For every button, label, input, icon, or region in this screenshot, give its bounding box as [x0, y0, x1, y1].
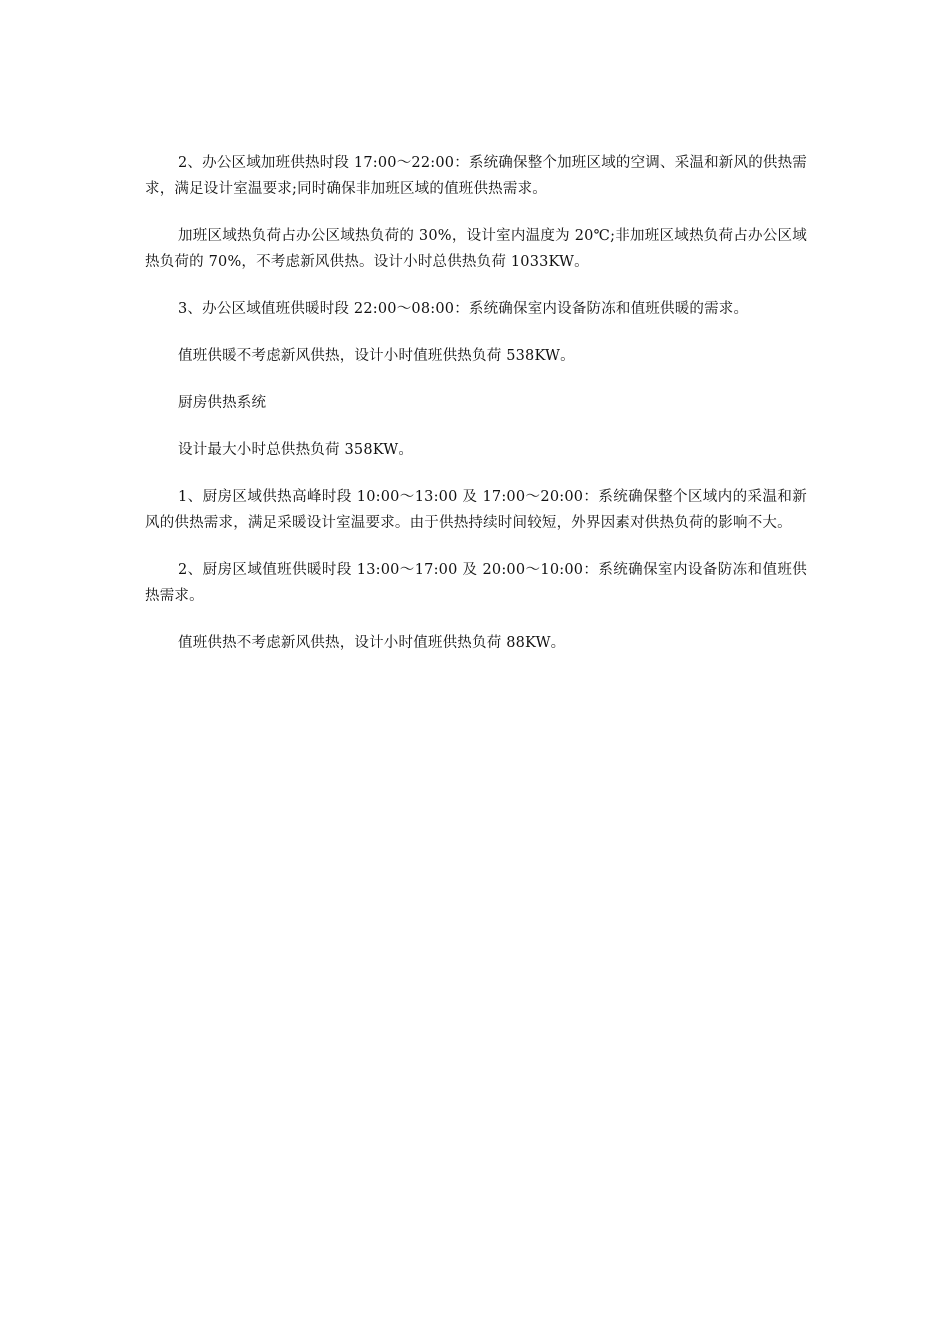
paragraph-office-duty-heating: 3、办公区域值班供暖时段 22:00～08:00：系统确保室内设备防冻和值班供暖的需求。 — [178, 301, 749, 317]
paragraph-kitchen-peak-heating: 1、厨房区域供热高峰时段 10:00～13:00 及 17:00～20:00：系统确保整个区域内的采温和新风的供热需求，满足采暖设计室温要求。由于供热持续时间较短，外界因素对供热负荷的影响不大。 — [145, 489, 807, 531]
paragraph-office-overtime-heating: 2、办公区域加班供热时段 17:00～22:00：系统确保整个加班区域的空调、采温和新风的供热需求，满足设计室温要求;同时确保非加班区域的值班供热需求。 — [145, 155, 808, 197]
paragraph-kitchen-max-load: 设计最大小时总供热负荷 358KW。 — [178, 442, 414, 458]
paragraph-kitchen-duty-heating: 2、厨房区域值班供暖时段 13:00～17:00 及 20:00～10:00：系统确保室内设备防冻和值班供热需求。 — [145, 562, 807, 604]
paragraph-overtime-load: 加班区域热负荷占办公区域热负荷的 30%，设计室内温度为 20℃;非加班区域热负荷占办公区域热负荷的 70%，不考虑新风供热。设计小时总供热负荷 1033KW。 — [145, 228, 807, 270]
paragraph-duty-load: 值班供暖不考虑新风供热，设计小时值班供热负荷 538KW。 — [178, 348, 575, 364]
section-heading-kitchen-heating: 厨房供热系统 — [178, 395, 267, 411]
document-body — [145, 150, 807, 677]
paragraph-kitchen-duty-load: 值班供热不考虑新风供热，设计小时值班供热负荷 88KW。 — [178, 635, 566, 651]
